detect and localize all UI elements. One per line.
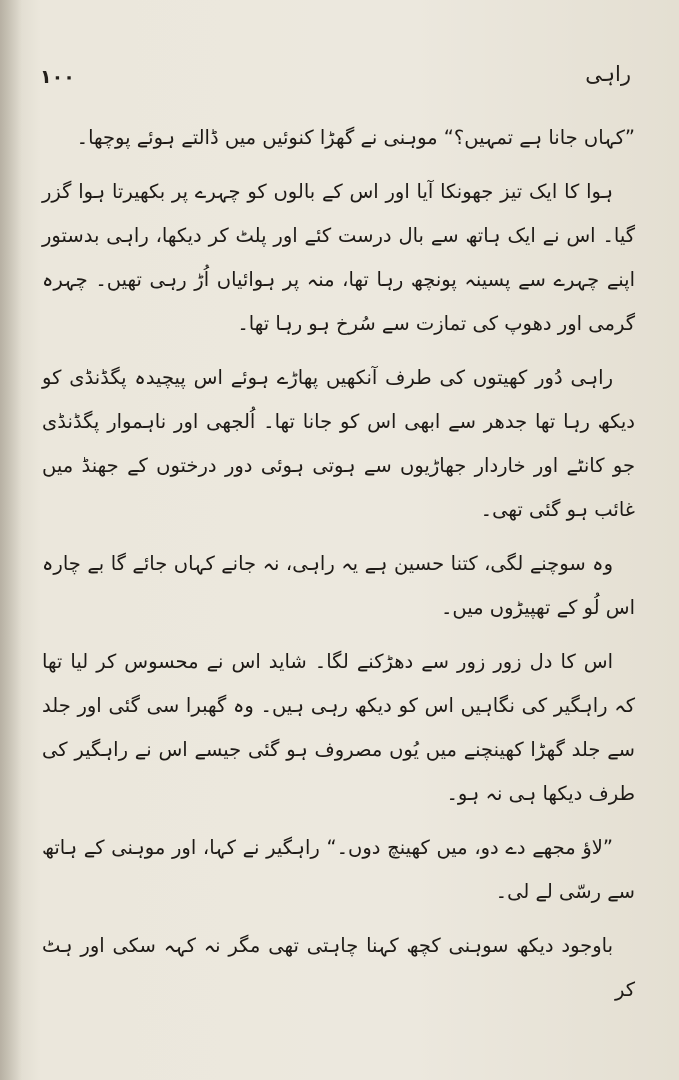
paragraph-3: راہی دُور کھیتوں کی طرف آنکھیں پھاڑے ہوئے اس پیچیدہ پگڈنڈی کو دیکھ رہا تھا جدھر سے ابھی اس کو جانا تھا۔ اُلجھی اور ناہموار پگڈنڈی جو کانٹے اور خاردار جھاڑیوں سے ہوتی ہوئی دور درختوں کے جھنڈ میں غائب ہو گئی تھی۔ bbox=[42, 366, 635, 521]
paragraph-6: ”لاؤ مجھے دے دو، میں کھینچ دوں۔“ راہگیر نے کہا، اور موہنی کے ہاتھ سے رسّی لے لی۔ bbox=[42, 836, 635, 903]
paragraph-7: باوجود دیکھ سوہنی کچھ کہنا چاہتی تھی مگر نہ کہہ سکی اور ہٹ کر bbox=[42, 934, 635, 1001]
page-header bbox=[40, 62, 631, 96]
paragraph-4: وہ سوچنے لگی، کتنا حسین ہے یہ راہی، نہ جانے کہاں جائے گا بے چارہ اس لُو کے تھپیڑوں میں۔ bbox=[42, 552, 635, 619]
running-head: راہی bbox=[585, 62, 631, 86]
gutter-shadow bbox=[0, 0, 22, 1080]
page-body bbox=[42, 116, 635, 1022]
paragraph-1: ”کہاں جانا ہے تمہیں؟“ موہنی نے گھڑا کنوئیں میں ڈالتے ہوئے پوچھا۔ bbox=[76, 126, 635, 149]
paragraph-2: ہوا کا ایک تیز جھونکا آیا اور اس کے بالوں کو چہرے پر بکھیرتا ہوا گزر گیا۔ اس نے ایک ہاتھ سے بال درست کئے اور پلٹ کر دیکھا، راہی بدستور اپنے چہرے سے پسینہ پونچھ رہا تھا، منہ پر ہوائیاں اُڑ رہی تھیں۔ چہرہ گرمی اور دھوپ کی تمازت سے سُرخ ہو رہا تھا۔ bbox=[42, 180, 635, 335]
paragraph-5: اس کا دل زور زور سے دھڑکنے لگا۔ شاید اس نے محسوس کر لیا تھا کہ راہگیر کی نگاہیں اس کو دیکھ رہی ہیں۔ وہ گھبرا سی گئی اور جلد سے جلد گھڑا کھینچنے میں یُوں مصروف ہو گئی جیسے اس نے راہگیر کی طرف دیکھا ہی نہ ہو۔ bbox=[42, 650, 635, 805]
page-number: ۱۰۰ bbox=[40, 66, 75, 88]
